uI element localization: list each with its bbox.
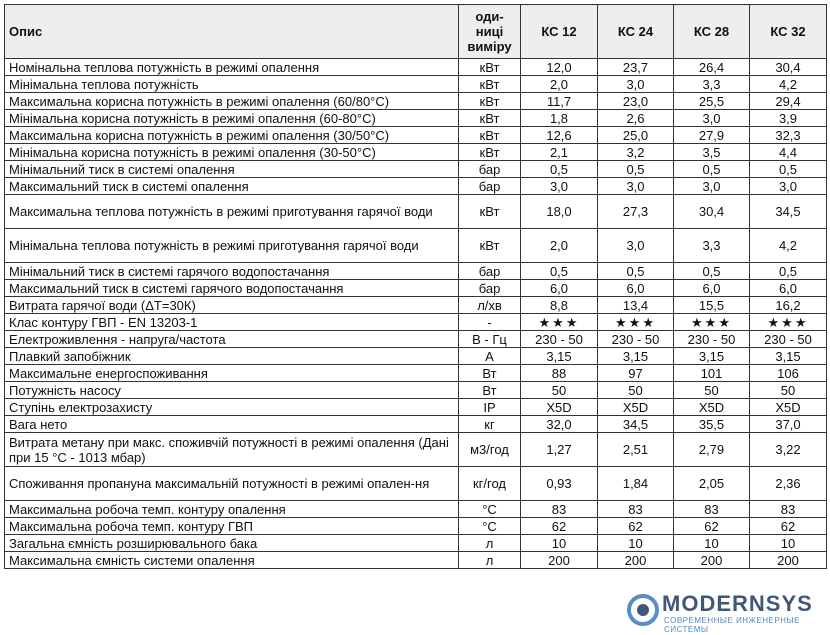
row-value: 2,05	[674, 467, 750, 501]
row-value: 0,5	[598, 263, 674, 280]
row-value: 29,4	[750, 93, 827, 110]
row-unit: кВт	[459, 59, 521, 76]
row-value: 35,5	[674, 416, 750, 433]
row-value: 106	[750, 365, 827, 382]
row-value: 1,84	[598, 467, 674, 501]
row-description: Витрата гарячої води (ΔТ=30К)	[5, 297, 459, 314]
row-value: 0,5	[750, 161, 827, 178]
table-row	[5, 348, 827, 365]
row-value: 2,51	[598, 433, 674, 467]
row-value: 25,0	[598, 127, 674, 144]
row-value: 200	[674, 552, 750, 569]
row-description: Максимальна робоча темп. контуру опалення	[5, 501, 459, 518]
row-value: 3,0	[750, 178, 827, 195]
row-value: 25,5	[674, 93, 750, 110]
row-unit: °С	[459, 501, 521, 518]
row-unit: °С	[459, 518, 521, 535]
row-description: Мінімальна корисна потужність в режимі опалення (60-80°С)	[5, 110, 459, 127]
row-description: Мінімальна корисна потужність в режимі опалення (30-50°С)	[5, 144, 459, 161]
row-description: Максимальна корисна потужність в режимі опалення (30/50°С)	[5, 127, 459, 144]
row-value: 230 - 50	[674, 331, 750, 348]
watermark-tagline: СОВРЕМЕННЫЕ ИНЖЕНЕРНЫЕ СИСТЕМЫ	[664, 616, 800, 634]
row-description: Максимальне енергоспоживання	[5, 365, 459, 382]
table-row	[5, 110, 827, 127]
specifications-table	[4, 4, 827, 569]
row-value: 62	[674, 518, 750, 535]
watermark-brand: MODERNSYS	[662, 591, 813, 616]
row-value: 6,0	[521, 280, 598, 297]
row-value: 62	[598, 518, 674, 535]
row-value: 3,3	[674, 229, 750, 263]
row-value: 3,15	[750, 348, 827, 365]
row-description: Мінімальний тиск в системі гарячого водопостачання	[5, 263, 459, 280]
row-value: 4,2	[750, 229, 827, 263]
row-value: 6,0	[750, 280, 827, 297]
table-row	[5, 76, 827, 93]
row-value: X5D	[674, 399, 750, 416]
row-value: 3,0	[598, 229, 674, 263]
row-unit: кВт	[459, 76, 521, 93]
row-value: 0,5	[598, 161, 674, 178]
table-row	[5, 518, 827, 535]
row-value: 200	[598, 552, 674, 569]
header-model-kc24: КС 24	[598, 5, 674, 59]
row-value: 30,4	[674, 195, 750, 229]
header-unit: оди- ниці виміру	[459, 5, 521, 59]
row-value: 3,5	[674, 144, 750, 161]
row-value: 23,7	[598, 59, 674, 76]
header-model-kc32: КС 32	[750, 5, 827, 59]
row-description: Мінімальна теплова потужність в режимі приготування гарячої води	[5, 229, 459, 263]
table-row	[5, 501, 827, 518]
row-value: 10	[674, 535, 750, 552]
row-value: 83	[598, 501, 674, 518]
row-value: 0,5	[521, 161, 598, 178]
table-row	[5, 467, 827, 501]
table-row	[5, 127, 827, 144]
table-row	[5, 331, 827, 348]
row-value: 3,0	[674, 178, 750, 195]
row-description: Максимальна корисна потужність в режимі опалення (60/80°С)	[5, 93, 459, 110]
row-unit: кВт	[459, 93, 521, 110]
row-description: Плавкий запобіжник	[5, 348, 459, 365]
row-value: 6,0	[674, 280, 750, 297]
row-description: Споживання пропануна максимальній потужності в режимі опален-ня	[5, 467, 459, 501]
row-value: 4,2	[750, 76, 827, 93]
row-unit: м3/год	[459, 433, 521, 467]
row-value: 12,0	[521, 59, 598, 76]
row-description: Витрата метану при макс. споживчій потужності в режимі опалення (Дані при 15 °С - 1013 мбар)	[5, 433, 459, 467]
row-unit: А	[459, 348, 521, 365]
row-value: 8,8	[521, 297, 598, 314]
row-value: 50	[598, 382, 674, 399]
row-unit: л/хв	[459, 297, 521, 314]
rating-stars: ★★★	[750, 314, 827, 331]
table-row	[5, 144, 827, 161]
table-header-row	[5, 5, 827, 59]
row-value: 83	[521, 501, 598, 518]
row-value: 11,7	[521, 93, 598, 110]
row-value: 16,2	[750, 297, 827, 314]
row-value: 2,1	[521, 144, 598, 161]
row-value: 3,0	[521, 178, 598, 195]
row-value: 15,5	[674, 297, 750, 314]
rating-stars: ★★★	[521, 314, 598, 331]
row-description: Максимальний тиск в системі опалення	[5, 178, 459, 195]
row-value: 0,93	[521, 467, 598, 501]
row-unit: бар	[459, 263, 521, 280]
row-value: 2,79	[674, 433, 750, 467]
table-row	[5, 280, 827, 297]
row-value: 37,0	[750, 416, 827, 433]
row-description: Електроживлення - напруга/частота	[5, 331, 459, 348]
row-description: Загальна ємність розширювального бака	[5, 535, 459, 552]
modernsys-logo-icon	[626, 593, 660, 627]
row-value: 83	[750, 501, 827, 518]
table-row	[5, 314, 827, 331]
row-value: 18,0	[521, 195, 598, 229]
row-description: Ступінь електрозахисту	[5, 399, 459, 416]
row-value: 13,4	[598, 297, 674, 314]
row-description: Потужність насосу	[5, 382, 459, 399]
row-value: 3,9	[750, 110, 827, 127]
row-value: 101	[674, 365, 750, 382]
table-body	[5, 59, 827, 569]
row-value: 3,3	[674, 76, 750, 93]
row-value: X5D	[598, 399, 674, 416]
row-description: Максимальна ємність системи опалення	[5, 552, 459, 569]
table-row	[5, 433, 827, 467]
row-value: 6,0	[598, 280, 674, 297]
row-description: Клас контуру ГВП - EN 13203-1	[5, 314, 459, 331]
row-value: 0,5	[521, 263, 598, 280]
rating-stars: ★★★	[598, 314, 674, 331]
header-description: Опис	[5, 5, 459, 59]
row-value: 23,0	[598, 93, 674, 110]
table-row	[5, 297, 827, 314]
row-unit: л	[459, 552, 521, 569]
row-value: 2,0	[521, 76, 598, 93]
row-unit: кВт	[459, 144, 521, 161]
table-row	[5, 263, 827, 280]
row-value: 200	[521, 552, 598, 569]
row-value: 34,5	[598, 416, 674, 433]
row-value: 1,27	[521, 433, 598, 467]
row-description: Вага нето	[5, 416, 459, 433]
row-unit: Вт	[459, 382, 521, 399]
row-value: 3,15	[598, 348, 674, 365]
row-value: 3,0	[598, 178, 674, 195]
row-value: 50	[674, 382, 750, 399]
header-model-kc28: КС 28	[674, 5, 750, 59]
row-value: 3,15	[521, 348, 598, 365]
row-value: 230 - 50	[521, 331, 598, 348]
row-value: 62	[750, 518, 827, 535]
row-value: 50	[521, 382, 598, 399]
row-value: 2,6	[598, 110, 674, 127]
row-value: 230 - 50	[598, 331, 674, 348]
row-value: 2,0	[521, 229, 598, 263]
row-unit: кВт	[459, 195, 521, 229]
row-unit: Вт	[459, 365, 521, 382]
row-description: Максимальна теплова потужність в режимі приготування гарячої води	[5, 195, 459, 229]
row-unit: кг/год	[459, 467, 521, 501]
header-model-kc12: КС 12	[521, 5, 598, 59]
row-unit: кг	[459, 416, 521, 433]
row-unit: бар	[459, 161, 521, 178]
row-value: 2,36	[750, 467, 827, 501]
row-value: 3,0	[674, 110, 750, 127]
row-unit: кВт	[459, 127, 521, 144]
row-value: 230 - 50	[750, 331, 827, 348]
table-row	[5, 365, 827, 382]
row-value: 32,3	[750, 127, 827, 144]
table-row	[5, 535, 827, 552]
row-value: 200	[750, 552, 827, 569]
row-value: 97	[598, 365, 674, 382]
table-row	[5, 229, 827, 263]
row-unit: л	[459, 535, 521, 552]
row-value: 3,2	[598, 144, 674, 161]
row-value: 62	[521, 518, 598, 535]
watermark	[626, 591, 826, 634]
row-value: 0,5	[674, 161, 750, 178]
row-value: 32,0	[521, 416, 598, 433]
row-description: Мінімальна теплова потужність	[5, 76, 459, 93]
row-value: 83	[674, 501, 750, 518]
row-unit: В - Гц	[459, 331, 521, 348]
row-value: 10	[750, 535, 827, 552]
row-value: 3,0	[598, 76, 674, 93]
row-value: 3,15	[674, 348, 750, 365]
table-row	[5, 93, 827, 110]
row-value: 30,4	[750, 59, 827, 76]
table-row	[5, 195, 827, 229]
row-unit: бар	[459, 178, 521, 195]
row-description: Максимальна робоча темп. контуру ГВП	[5, 518, 459, 535]
row-value: 10	[521, 535, 598, 552]
row-value: 27,9	[674, 127, 750, 144]
row-value: 4,4	[750, 144, 827, 161]
row-value: 0,5	[750, 263, 827, 280]
row-value: 3,22	[750, 433, 827, 467]
row-unit: бар	[459, 280, 521, 297]
row-value: 0,5	[674, 263, 750, 280]
row-description: Максимальний тиск в системі гарячого водопостачання	[5, 280, 459, 297]
row-description: Мінімальний тиск в системі опалення	[5, 161, 459, 178]
row-value: 10	[598, 535, 674, 552]
table-row	[5, 382, 827, 399]
row-value: X5D	[521, 399, 598, 416]
row-unit: кВт	[459, 110, 521, 127]
table-row	[5, 178, 827, 195]
row-description: Номінальна теплова потужність в режимі опалення	[5, 59, 459, 76]
table-row	[5, 416, 827, 433]
row-value: 88	[521, 365, 598, 382]
row-value: 27,3	[598, 195, 674, 229]
table-row	[5, 552, 827, 569]
row-value: 1,8	[521, 110, 598, 127]
row-value: 26,4	[674, 59, 750, 76]
table-row	[5, 161, 827, 178]
row-unit: -	[459, 314, 521, 331]
table-row	[5, 399, 827, 416]
table-row	[5, 59, 827, 76]
row-value: 50	[750, 382, 827, 399]
row-value: X5D	[750, 399, 827, 416]
row-unit: кВт	[459, 229, 521, 263]
row-unit: IP	[459, 399, 521, 416]
row-value: 34,5	[750, 195, 827, 229]
rating-stars: ★★★	[674, 314, 750, 331]
row-value: 12,6	[521, 127, 598, 144]
